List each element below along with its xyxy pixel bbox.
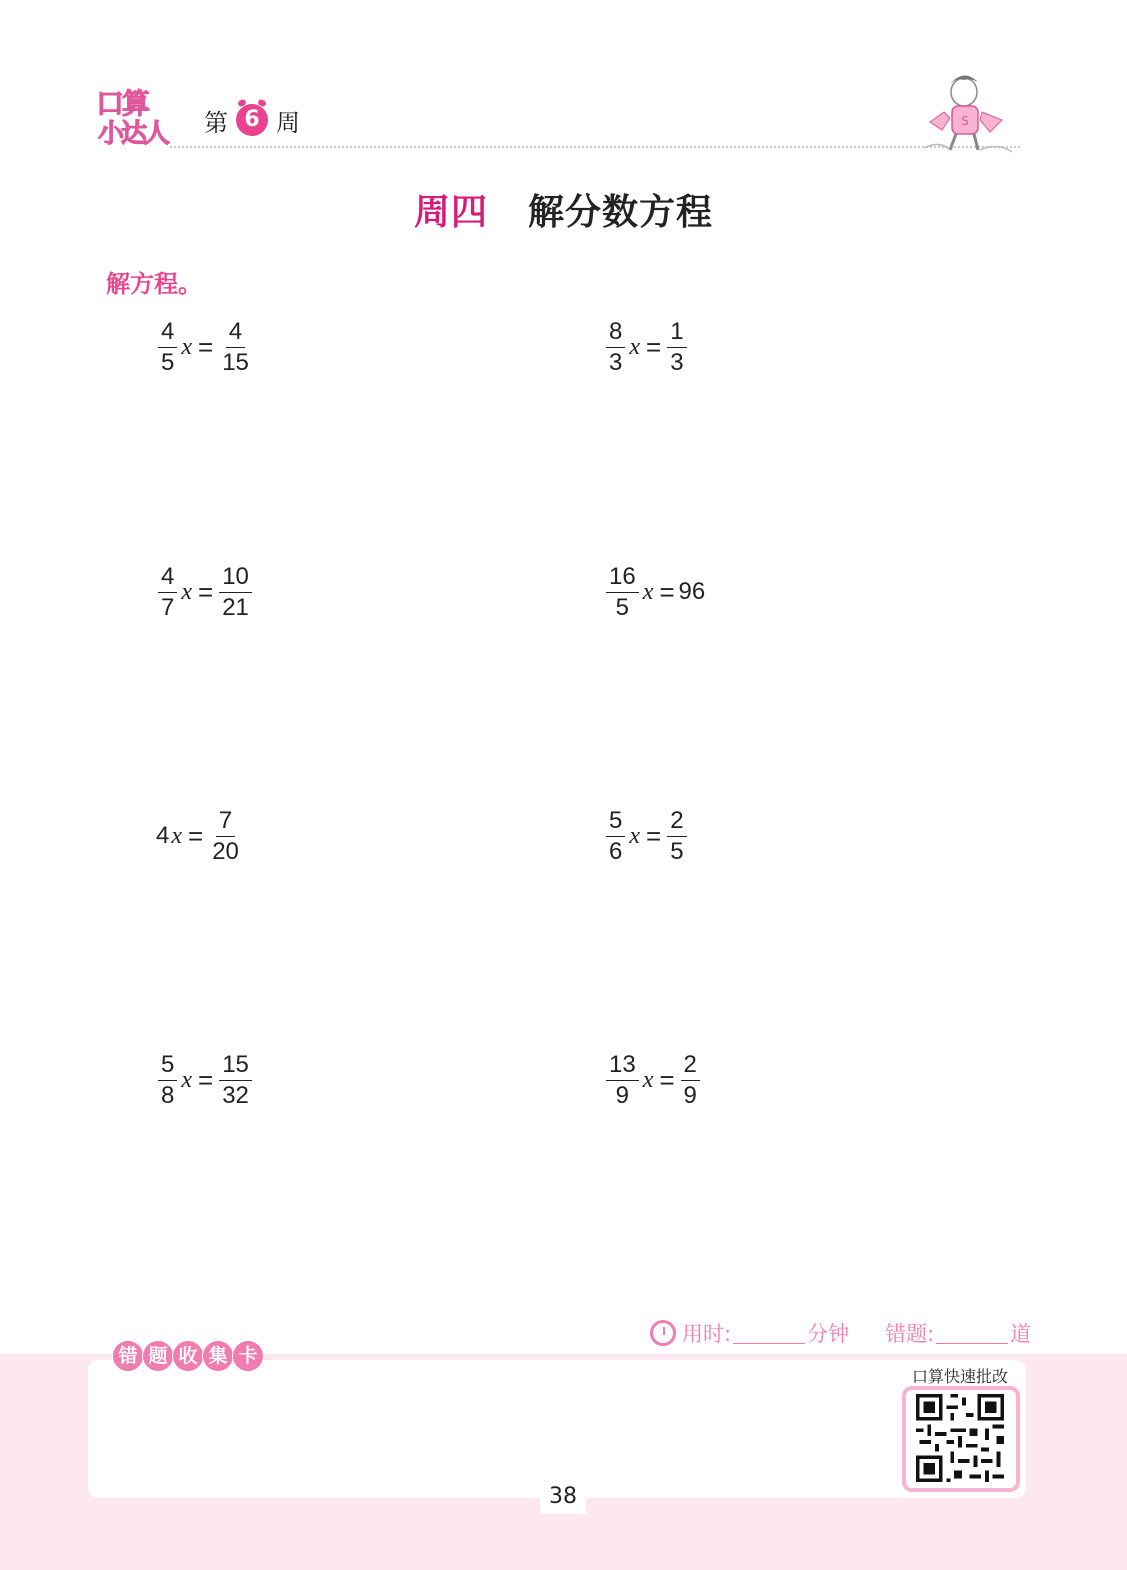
rhs-fraction: $\frac{2}{5}$ [665, 806, 688, 867]
errors-blank[interactable] [936, 1323, 1008, 1344]
equals-sign: = [646, 331, 662, 362]
rhs-fraction: $\frac{4}{15}$ [222, 317, 249, 376]
stopwatch-icon [650, 1320, 676, 1346]
coefficient-fraction: $\frac{4}{5}$ [156, 317, 179, 378]
rhs-fraction: $\frac{2}{9}$ [679, 1050, 702, 1111]
timing-record [650, 1318, 1031, 1348]
variable: x [629, 333, 641, 360]
header-divider [170, 146, 1020, 148]
week-suffix: 周 [276, 108, 300, 137]
qr-code-icon[interactable] [910, 1390, 1010, 1486]
equals-sign: = [198, 331, 214, 362]
rhs-fraction: $\frac{15}{32}$ [217, 1050, 254, 1111]
variable: x [181, 578, 193, 605]
variable: x [642, 578, 654, 605]
coefficient-fraction: $\frac{8}{3}$ [604, 317, 627, 378]
logo-line2: 小达人 [98, 119, 168, 149]
equation-8 [604, 1048, 702, 1112]
equation-5 [156, 804, 244, 868]
mistake-collection-card [88, 1360, 1026, 1498]
rhs-integer: 96 [678, 578, 706, 605]
equals-sign: = [198, 576, 214, 607]
variable: x [181, 1066, 193, 1093]
week-number-badge: 6 [236, 104, 268, 136]
coefficient-fraction: $\frac{4}{7}$ [156, 562, 179, 623]
equals-sign: = [188, 820, 204, 851]
equation-1 [156, 315, 254, 379]
variable: x [629, 822, 641, 849]
title-day: 周四 [413, 192, 488, 233]
equals-sign: = [659, 576, 675, 607]
instruction-text: 解方程。 [106, 270, 202, 298]
coefficient-fraction: $\frac{16}{5}$ [604, 562, 641, 623]
logo-line1: 口算 [96, 87, 149, 120]
equals-sign: = [198, 1064, 214, 1095]
coefficient-fraction: $\frac{5}{8}$ [156, 1050, 179, 1111]
title-topic: 解分数方程 [528, 192, 714, 233]
variable: x [181, 333, 193, 360]
equation-3 [156, 560, 254, 624]
qr-label: 口算快速批改 [912, 1367, 1009, 1386]
week-indicator [204, 102, 300, 138]
rhs-fraction: $\frac{7}{20}$ [212, 806, 239, 865]
coefficient-fraction: $\frac{13}{9}$ [604, 1050, 641, 1111]
equation-7 [156, 1048, 254, 1112]
mascot-illustration [920, 70, 1020, 160]
equation-6 [604, 804, 689, 868]
rhs-fraction: $\frac{10}{21}$ [217, 562, 254, 623]
equals-sign: = [659, 1064, 675, 1095]
page-number: 38 [540, 1478, 586, 1514]
time-label: 用时: [682, 1322, 732, 1346]
equation-4 [604, 560, 705, 624]
week-prefix: 第 [204, 108, 228, 137]
equals-sign: = [646, 820, 662, 851]
rhs-fraction: $\frac{1}{3}$ [665, 317, 688, 378]
equation-2 [604, 315, 689, 379]
errors-unit: 道 [1010, 1322, 1032, 1346]
card-title: 错 题 收 集 卡 [112, 1340, 262, 1372]
brand-logo [94, 86, 180, 150]
errors-label: 错题: [885, 1322, 935, 1346]
coefficient-fraction: $\frac{5}{6}$ [604, 806, 627, 867]
time-unit: 分钟 [807, 1322, 850, 1346]
page-title [0, 184, 1127, 235]
variable: x [642, 1066, 654, 1093]
time-blank[interactable] [733, 1323, 805, 1344]
svg-text:S: S [961, 114, 969, 128]
variable: x [171, 822, 183, 849]
coefficient-integer: 4 [156, 822, 170, 849]
